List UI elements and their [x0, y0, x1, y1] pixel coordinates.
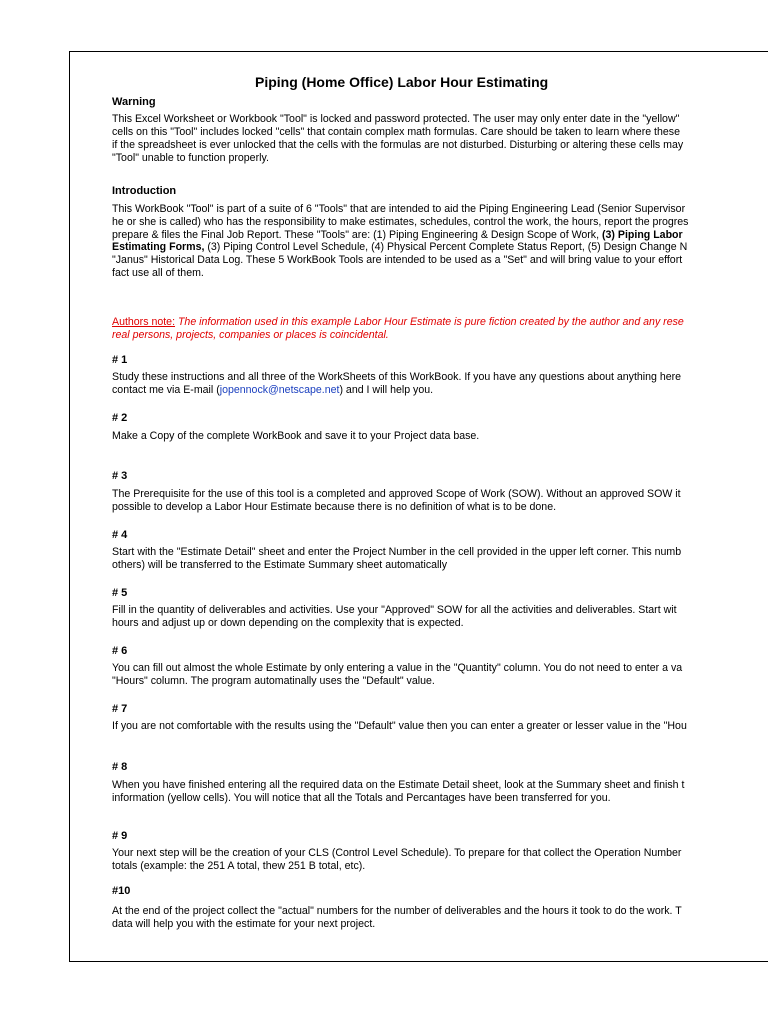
step-line: You can fill out almost the whole Estimate by only entering a value in the "Quantity" column. You do not need to enter a va [112, 662, 683, 674]
worksheet-page [69, 51, 768, 962]
step-number: # 7 [112, 703, 128, 715]
email-link[interactable]: jopennock@netscape.net [219, 384, 340, 396]
step-line: contact me via E-mail (jopennock@netscape.net) and I will help you. [112, 384, 434, 396]
step-line: hours and adjust up or down depending on the complexity that is expected. [112, 617, 464, 629]
page-title: Piping (Home Office) Labor Hour Estimating [255, 74, 549, 90]
warning-line: cells on this "Tool" includes locked "cells" that contain complex math formulas. Care should be taken to learn where these [112, 126, 680, 138]
step-line: If you are not comfortable with the results using the "Default" value then you can enter a greater or lesser value in the "Hou [112, 720, 687, 732]
step-line: data will help you with the estimate for your next project. [112, 918, 376, 930]
authors-note-line: Authors note: The information used in this example Labor Hour Estimate is pure fiction created by the author and any rese [112, 316, 684, 328]
step-number: # 9 [112, 830, 128, 842]
step-number: # 6 [112, 645, 128, 657]
warning-line: "Tool" unable to function properly. [112, 152, 269, 164]
step-line: Your next step will be the creation of your CLS (Control Level Schedule). To prepare for that collect the Operation Number [112, 847, 682, 859]
step-line: "Hours" column. The program automatinally uses the "Default" value. [112, 675, 435, 687]
step-number: # 4 [112, 529, 128, 541]
step-number: # 5 [112, 587, 128, 599]
step-line: others) will be transferred to the Estimate Summary sheet automatically [112, 559, 448, 571]
warning-heading: Warning [112, 96, 156, 108]
step-number: # 3 [112, 470, 128, 482]
intro-line: he or she is called) who has the responsibility to make estimates, schedules, control the work, the hours, report the progres [112, 216, 689, 228]
warning-line: if the spreadsheet is ever unlocked that the cells with the formulas are not disturbed. Disturbing or altering these cells may [112, 139, 684, 151]
step-line: At the end of the project collect the "actual" numbers for the number of deliverables and the hours it took to do the work. T [112, 905, 682, 917]
authors-note-line: real persons, projects, companies or places is coincidental. [112, 329, 389, 341]
step-number: #10 [112, 885, 131, 897]
step-line: Fill in the quantity of deliverables and activities. Use your "Approved" SOW for all the activities and deliverables. Start wit [112, 604, 677, 616]
step-line: Start with the "Estimate Detail" sheet and enter the Project Number in the cell provided in the upper left corner. This numb [112, 546, 682, 558]
warning-line: This Excel Worksheet or Workbook "Tool" is locked and password protected. The user may only enter date in the "yellow" [112, 113, 680, 125]
step-number: # 1 [112, 354, 128, 366]
intro-line: fact use all of them. [112, 267, 204, 279]
intro-line: prepare & files the Final Job Report. These "Tools" are: (1) Piping Engineering & Design Scope of Work, (3) Piping Labor [112, 229, 683, 241]
step-number: # 2 [112, 412, 128, 424]
step-line: information (yellow cells). You will notice that all the Totals and Percantages have been transferred for you. [112, 792, 611, 804]
step-line: The Prerequisite for the use of this tool is a completed and approved Scope of Work (SOW). Without an approved SOW it [112, 488, 681, 500]
step-line: Make a Copy of the complete WorkBook and save it to your Project data base. [112, 430, 480, 442]
intro-line: "Janus" Historical Data Log. These 5 WorkBook Tools are intended to be used as a "Set" and will bring value to your effort [112, 254, 683, 266]
step-number: # 8 [112, 761, 128, 773]
step-line: possible to develop a Labor Hour Estimate because there is no definition of what is to be done. [112, 501, 557, 513]
step-line: When you have finished entering all the required data on the Estimate Detail sheet, look at the Summary sheet and finish t [112, 779, 685, 791]
step-line: totals (example: the 251 A total, thew 251 B total, etc). [112, 860, 366, 872]
introduction-heading: Introduction [112, 185, 177, 197]
intro-line: This WorkBook "Tool" is part of a suite of 6 "Tools" that are intended to aid the Piping Engineering Lead (Senior Supervisor [112, 203, 686, 215]
step-line: Study these instructions and all three of the WorkSheets of this WorkBook. If you have any questions about anything here [112, 371, 682, 383]
intro-line: Estimating Forms, (3) Piping Control Level Schedule, (4) Physical Percent Complete Status Report, (5) Design Change N [112, 241, 688, 253]
